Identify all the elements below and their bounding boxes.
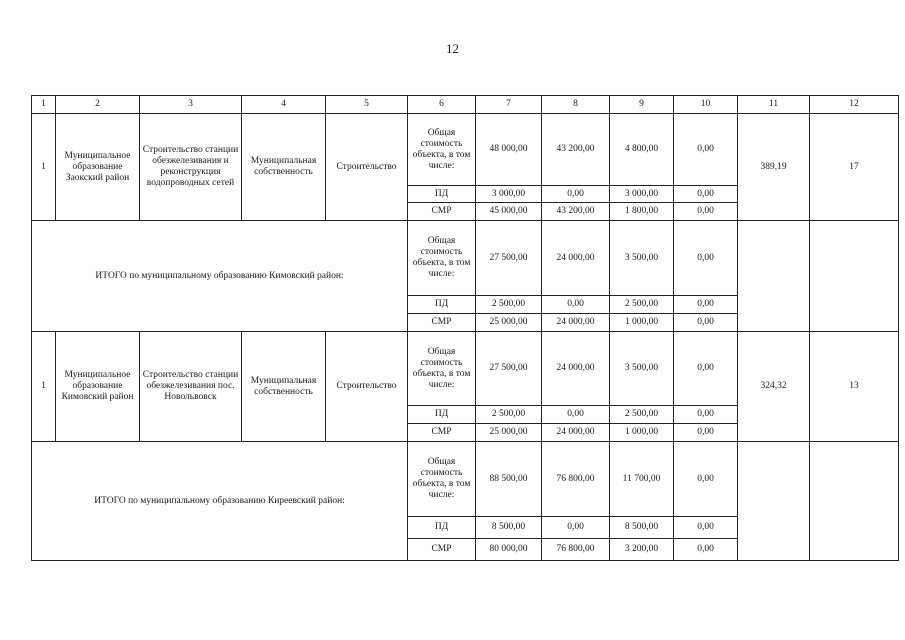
value-cell: 43 200,00 [542, 203, 610, 221]
smr-label: СМР [408, 424, 476, 442]
value-cell: 0,00 [674, 406, 738, 424]
value-cell: 8 500,00 [610, 517, 674, 539]
value-cell: 0,00 [674, 296, 738, 314]
object-name-cell: Строительство станции обезжелезивания и реконструкция водопроводных сетей [140, 114, 242, 221]
value-cell: 48 000,00 [476, 114, 542, 186]
value-cell: 76 800,00 [542, 442, 610, 517]
col11-cell: 389,19 [738, 114, 810, 221]
value-cell: 27 500,00 [476, 221, 542, 296]
value-cell: 24 000,00 [542, 314, 610, 332]
value-cell: 2 500,00 [476, 296, 542, 314]
value-cell: 1 000,00 [610, 314, 674, 332]
column-header: 7 [476, 96, 542, 114]
page-number: 12 [446, 41, 459, 56]
column-header: 3 [140, 96, 242, 114]
value-cell: 76 800,00 [542, 539, 610, 561]
total-cost-label: Общая стоимость объекта, в том числе: [408, 114, 476, 186]
value-cell: 3 000,00 [610, 186, 674, 203]
value-cell: 4 800,00 [610, 114, 674, 186]
smr-label: СМР [408, 314, 476, 332]
column-header: 11 [738, 96, 810, 114]
value-cell: 80 000,00 [476, 539, 542, 561]
column-number-row [32, 96, 899, 114]
empty-cell [738, 221, 810, 332]
column-header: 8 [542, 96, 610, 114]
column-header: 1 [32, 96, 56, 114]
smr-label: СМР [408, 539, 476, 561]
empty-cell [810, 221, 899, 332]
pd-label: ПД [408, 296, 476, 314]
pd-label: ПД [408, 186, 476, 203]
object-name-cell: Строительство станции обезжелезивания пос. Новольвовск [140, 332, 242, 442]
value-cell: 88 500,00 [476, 442, 542, 517]
value-cell: 0,00 [674, 442, 738, 517]
ownership-cell: Муниципальная собственность [242, 114, 326, 221]
value-cell: 11 700,00 [610, 442, 674, 517]
value-cell: 2 500,00 [476, 406, 542, 424]
col11-cell: 324,32 [738, 332, 810, 442]
value-cell: 3 500,00 [610, 332, 674, 406]
value-cell: 0,00 [542, 296, 610, 314]
work-type-cell: Строительство [326, 114, 408, 221]
column-header: 5 [326, 96, 408, 114]
municipality-cell: Муниципальное образование Кимовский район [56, 332, 140, 442]
municipality-cell: Муниципальное образование Заокский район [56, 114, 140, 221]
table-row [32, 114, 899, 186]
table-row [32, 221, 899, 296]
column-header: 9 [610, 96, 674, 114]
value-cell: 3 500,00 [610, 221, 674, 296]
total-cost-label: Общая стоимость объекта, в том числе: [408, 332, 476, 406]
total-cost-label: Общая стоимость объекта, в том числе: [408, 442, 476, 517]
value-cell: 25 000,00 [476, 424, 542, 442]
total-label: ИТОГО по муниципальному образованию Кимовский район: [32, 221, 408, 332]
value-cell: 1 000,00 [610, 424, 674, 442]
value-cell: 24 000,00 [542, 424, 610, 442]
pd-label: ПД [408, 517, 476, 539]
column-header: 4 [242, 96, 326, 114]
column-header: 10 [674, 96, 738, 114]
value-cell: 0,00 [542, 517, 610, 539]
work-type-cell: Строительство [326, 332, 408, 442]
value-cell: 2 500,00 [610, 296, 674, 314]
project-number: 1 [32, 332, 56, 442]
column-header: 6 [408, 96, 476, 114]
value-cell: 0,00 [674, 203, 738, 221]
value-cell: 27 500,00 [476, 332, 542, 406]
column-header: 2 [56, 96, 140, 114]
value-cell: 3 000,00 [476, 186, 542, 203]
total-label: ИТОГО по муниципальному образованию Киреевский район: [32, 442, 408, 561]
empty-cell [738, 442, 810, 561]
value-cell: 24 000,00 [542, 221, 610, 296]
value-cell: 45 000,00 [476, 203, 542, 221]
value-cell: 3 200,00 [610, 539, 674, 561]
value-cell: 0,00 [674, 314, 738, 332]
col12-cell: 17 [810, 114, 899, 221]
value-cell: 8 500,00 [476, 517, 542, 539]
table-row [32, 332, 899, 406]
value-cell: 0,00 [542, 406, 610, 424]
value-cell: 0,00 [674, 114, 738, 186]
value-cell: 43 200,00 [542, 114, 610, 186]
value-cell: 0,00 [674, 539, 738, 561]
value-cell: 2 500,00 [610, 406, 674, 424]
value-cell: 24 000,00 [542, 332, 610, 406]
empty-cell [810, 442, 899, 561]
pd-label: ПД [408, 406, 476, 424]
ownership-cell: Муниципальная собственность [242, 332, 326, 442]
value-cell: 0,00 [542, 186, 610, 203]
value-cell: 0,00 [674, 221, 738, 296]
investment-table [31, 95, 899, 561]
value-cell: 0,00 [674, 517, 738, 539]
value-cell: 0,00 [674, 186, 738, 203]
table-row [32, 442, 899, 517]
total-cost-label: Общая стоимость объекта, в том числе: [408, 221, 476, 296]
value-cell: 1 800,00 [610, 203, 674, 221]
col12-cell: 13 [810, 332, 899, 442]
project-number: 1 [32, 114, 56, 221]
value-cell: 0,00 [674, 424, 738, 442]
value-cell: 25 000,00 [476, 314, 542, 332]
column-header: 12 [810, 96, 899, 114]
value-cell: 0,00 [674, 332, 738, 406]
smr-label: СМР [408, 203, 476, 221]
